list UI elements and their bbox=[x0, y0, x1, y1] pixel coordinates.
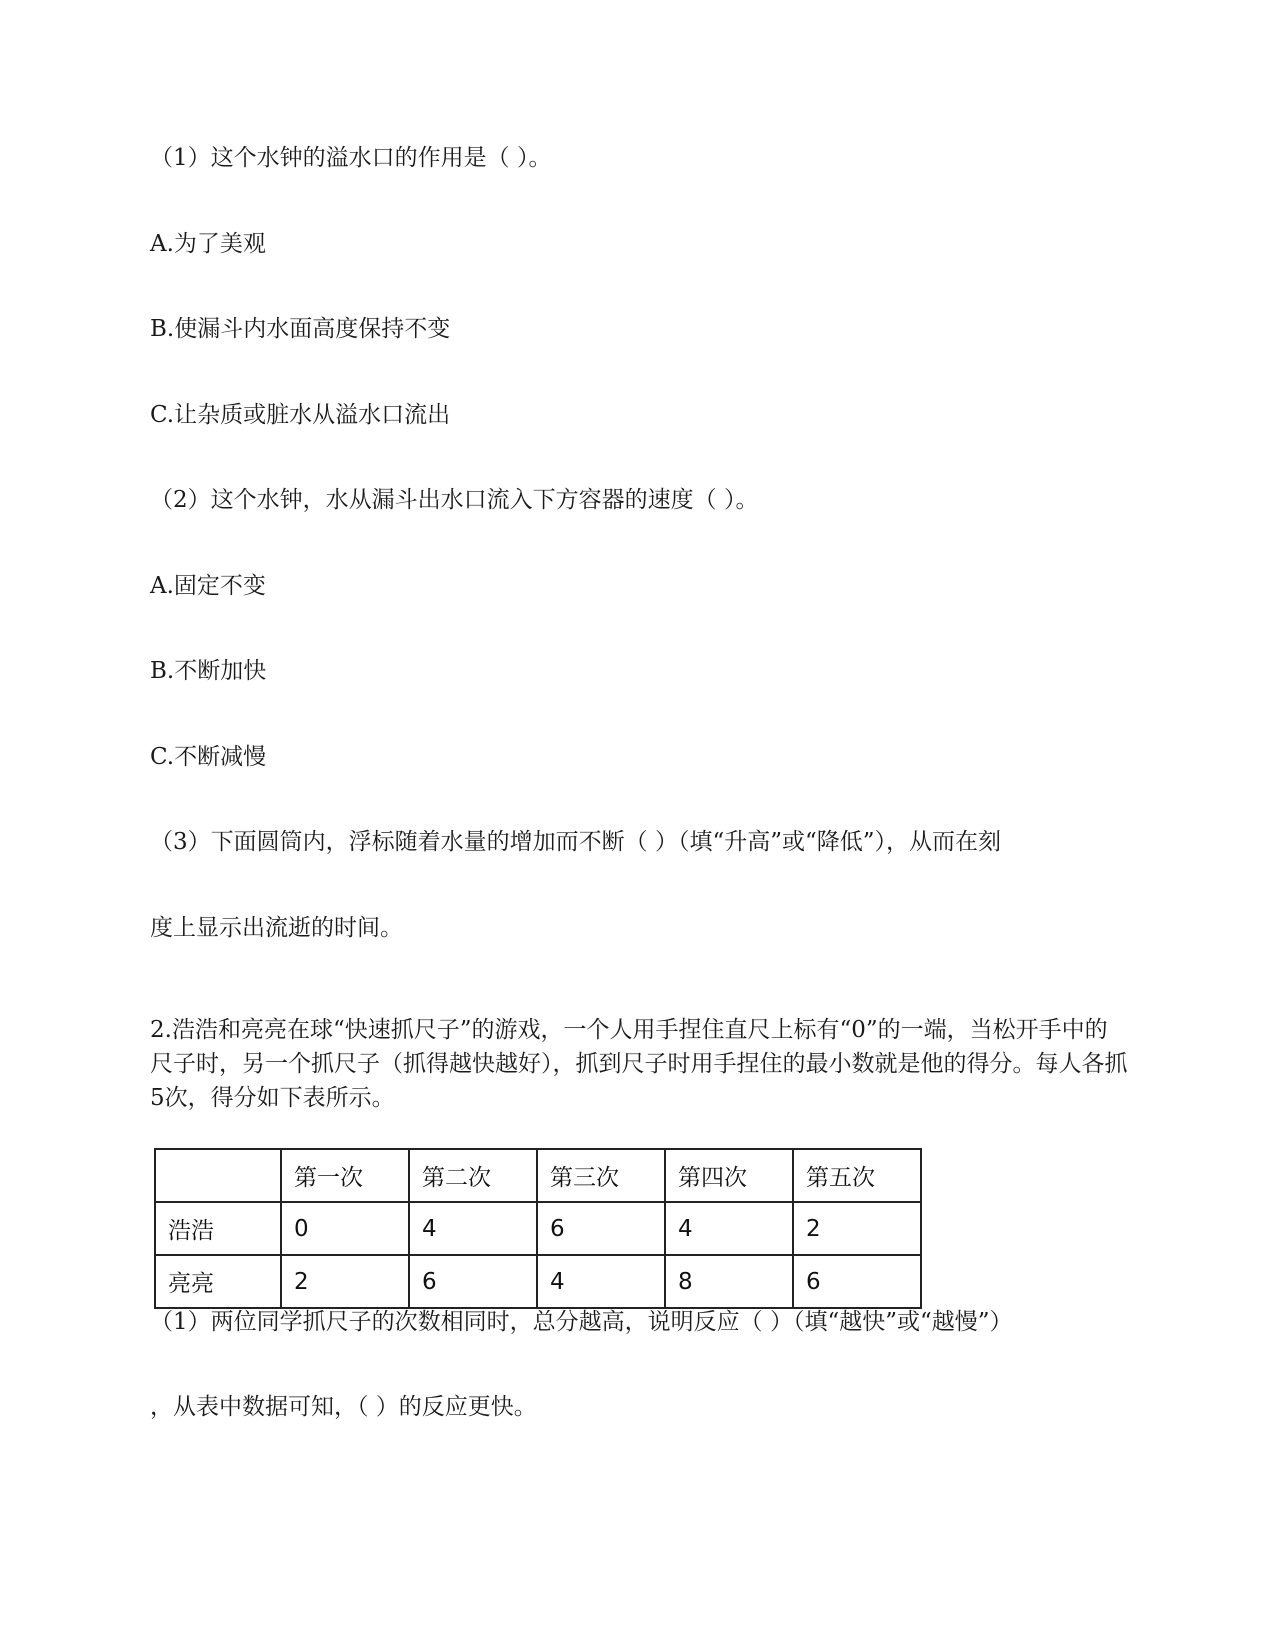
table-header-row bbox=[155, 1149, 921, 1202]
table-cell: 0 bbox=[281, 1202, 409, 1255]
q2-sub1-question-line2: ，从表中数据可知，（ ）的反应更快。 bbox=[150, 1394, 537, 1420]
table-row bbox=[155, 1202, 921, 1255]
q1-sub1-question: （1）这个水钟的溢水口的作用是（ ）。 bbox=[150, 145, 552, 171]
q1-sub1-option-b: B.使漏斗内水面高度保持不变 bbox=[150, 316, 451, 342]
table-cell: 2 bbox=[793, 1202, 921, 1255]
q1-sub3-question-line1: （3）下面圆筒内，浮标随着水量的增加而不断（ ）（填“升高”或“降低”），从而在刻 bbox=[150, 829, 1001, 855]
table-cell: 8 bbox=[665, 1255, 793, 1308]
q1-sub2-option-a: A.固定不变 bbox=[150, 573, 266, 599]
table-row bbox=[155, 1255, 921, 1308]
table-header-cell: 第五次 bbox=[793, 1149, 921, 1202]
table-cell: 亮亮 bbox=[155, 1255, 281, 1308]
table-cell: 2 bbox=[281, 1255, 409, 1308]
table-cell: 4 bbox=[537, 1255, 665, 1308]
q1-sub2-question: （2）这个水钟，水从漏斗出水口流入下方容器的速度（ ）。 bbox=[150, 487, 759, 513]
table-cell: 浩浩 bbox=[155, 1202, 281, 1255]
table-header-cell: 第四次 bbox=[665, 1149, 793, 1202]
q2-sub1-question-line1: （1）两位同学抓尺子的次数相同时，总分越高，说明反应（ ）（填“越快”或“越慢”） bbox=[150, 1309, 1013, 1335]
table-header-cell: 第一次 bbox=[281, 1149, 409, 1202]
q1-sub2-option-b: B.不断加快 bbox=[150, 658, 267, 684]
q2-stem: 2.浩浩和亮亮在球“快速抓尺子”的游戏，一个人用手捏住直尺上标有“0”的一端，当松开手中的尺子时，另一个抓尺子（抓得越快越好），抓到尺子时用手捏住的最小数就是他的得分。每人各抓5次，得分如下表所示。 bbox=[150, 1017, 1128, 1111]
q1-sub2-option-c: C.不断减慢 bbox=[150, 744, 267, 770]
q1-sub1-option-c: C.让杂质或脏水从溢水口流出 bbox=[150, 402, 451, 428]
q1-sub1-option-a: A.为了美观 bbox=[150, 231, 266, 257]
table-cell: 4 bbox=[409, 1202, 537, 1255]
q1-sub3-question-line2: 度上显示出流逝的时间。 bbox=[150, 915, 403, 941]
table-cell: 6 bbox=[409, 1255, 537, 1308]
score-table bbox=[154, 1148, 922, 1309]
table-header-cell bbox=[155, 1149, 281, 1202]
table-header-cell: 第二次 bbox=[409, 1149, 537, 1202]
table-cell: 6 bbox=[793, 1255, 921, 1308]
table-header-cell: 第三次 bbox=[537, 1149, 665, 1202]
table-cell: 4 bbox=[665, 1202, 793, 1255]
table-cell: 6 bbox=[537, 1202, 665, 1255]
